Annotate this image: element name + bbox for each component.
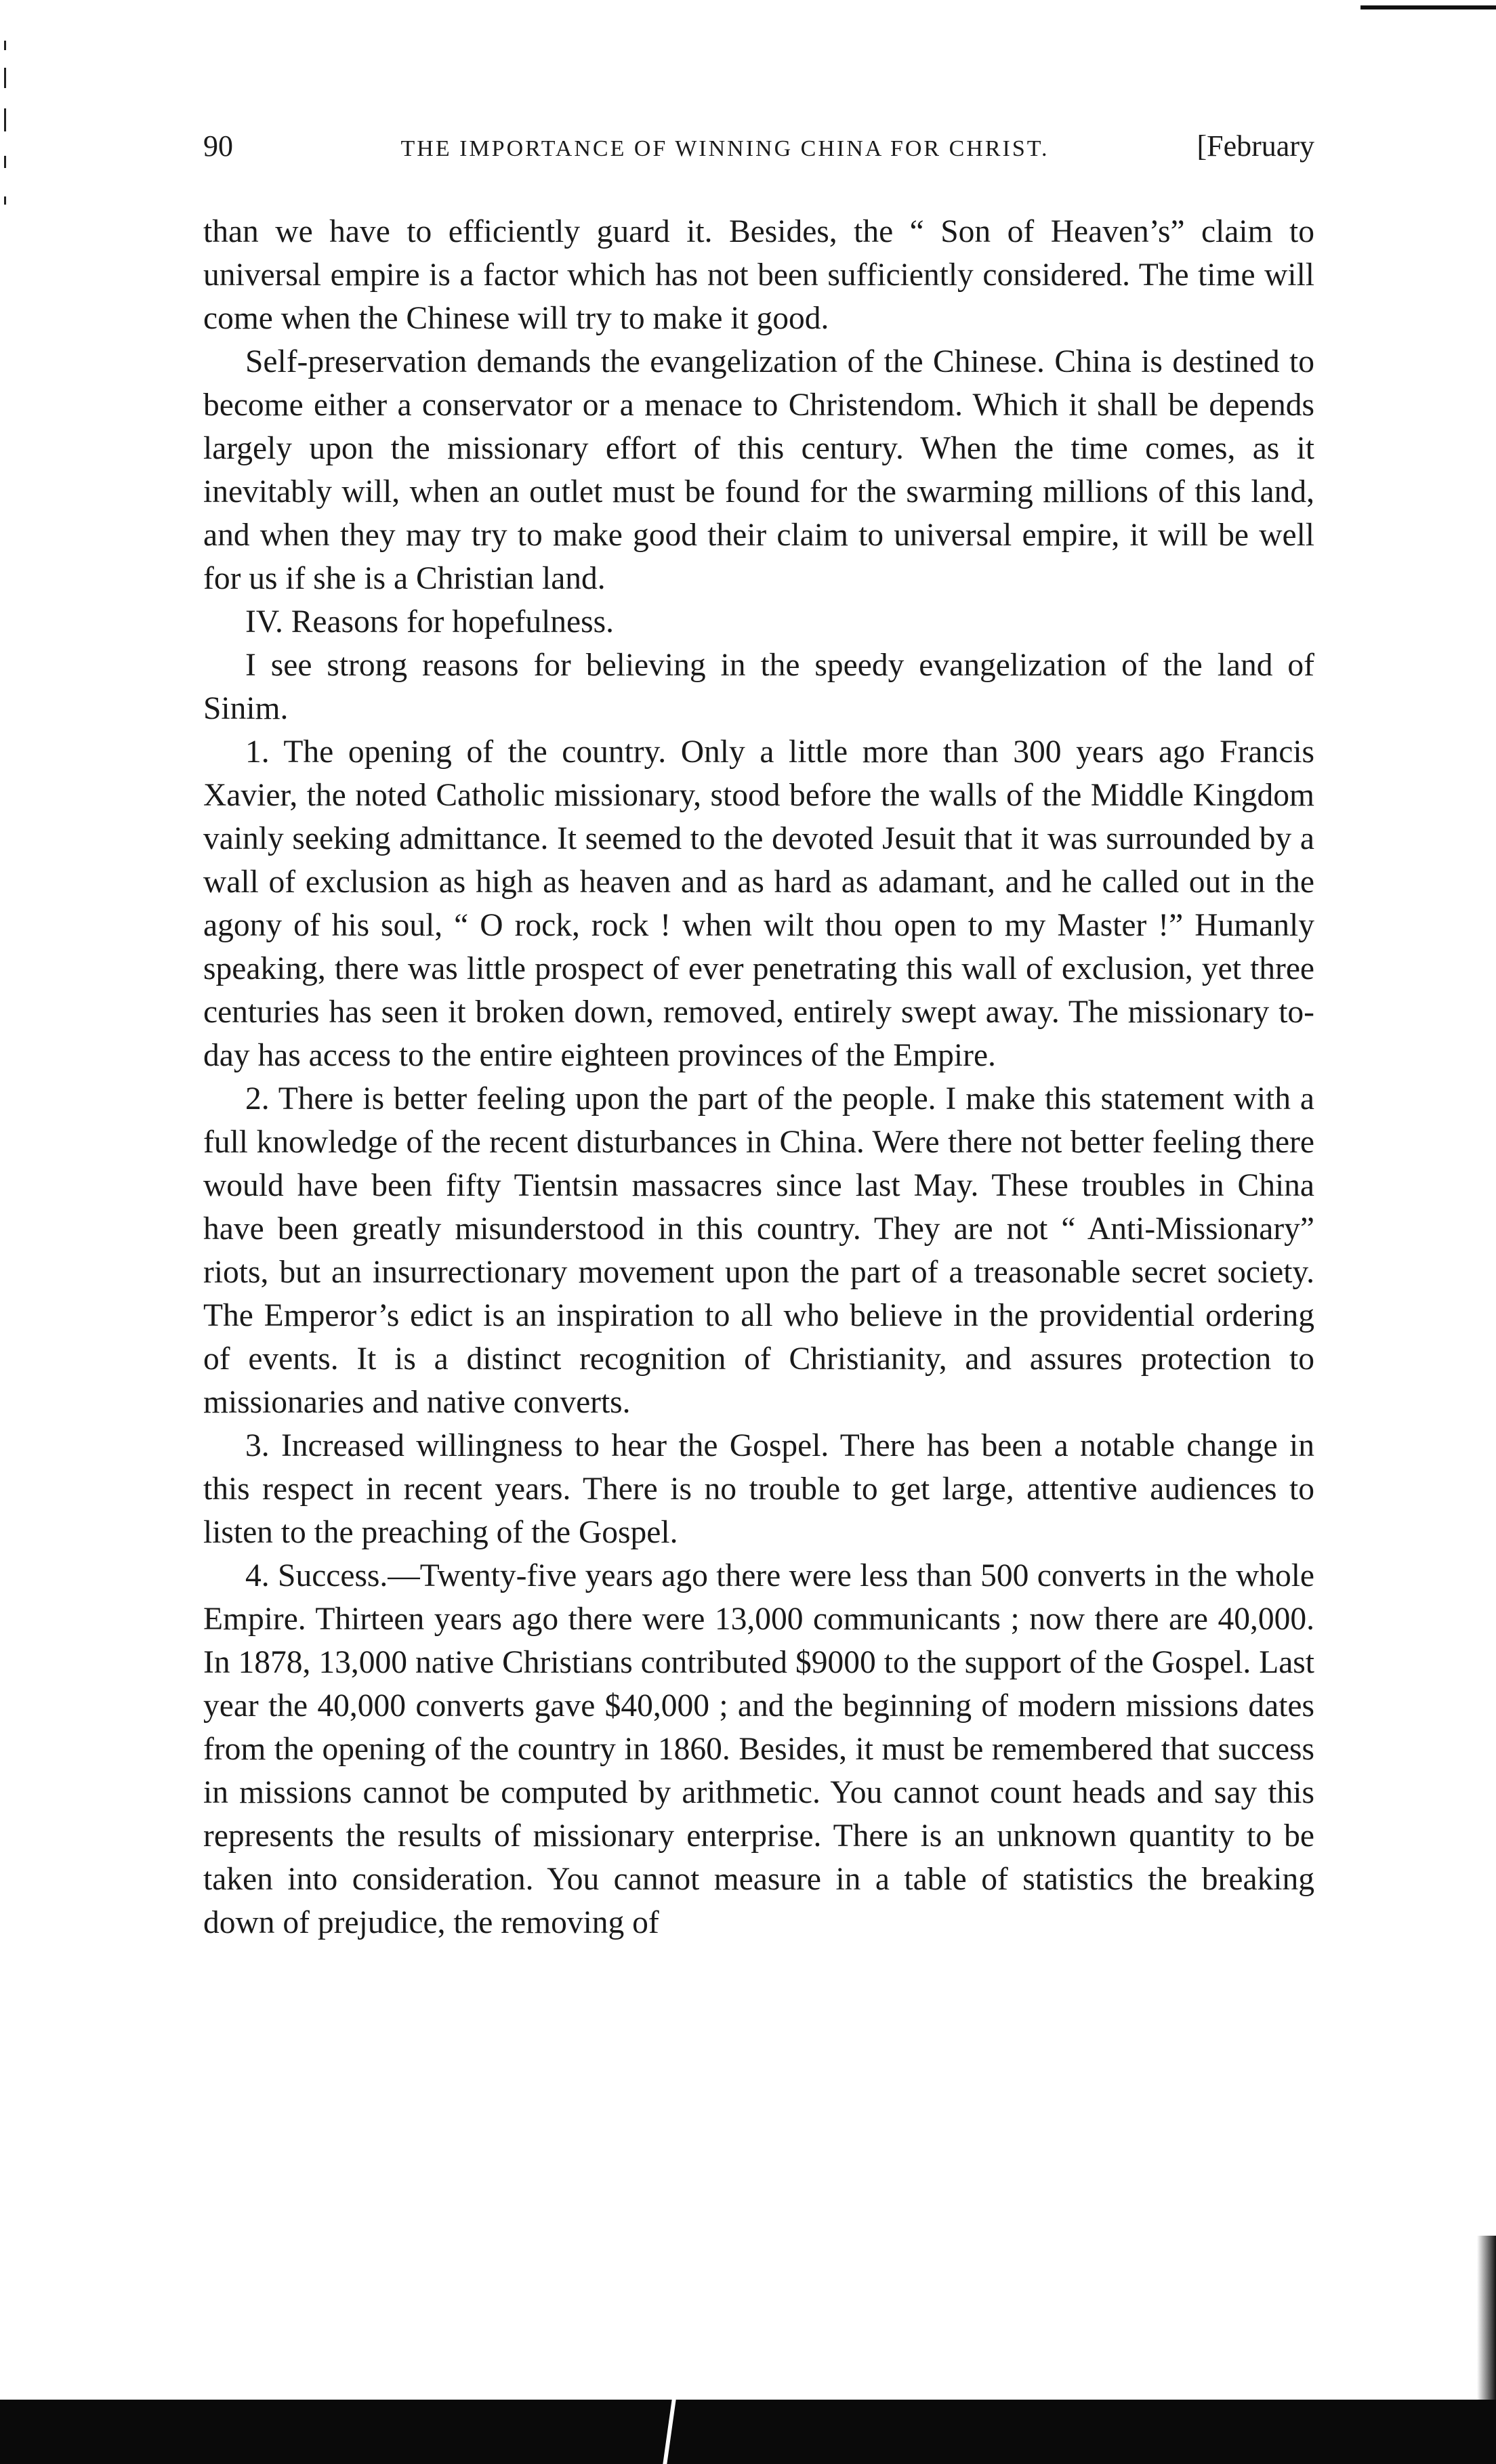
paragraph: 1. The opening of the country. Only a little more than 300 years ago Francis Xavier, the noted Catholic missionary, stood before the walls of the Middle Kingdom vainly seeking admittance. It seemed to the devoted Jesuit that it was surrounded by a wall of exclusion as high as heaven and as hard as adamant, and he called out in the agony of his soul, “ O rock, rock ! when wilt thou open to my Master !” Humanly speaking, there was little prospect of ever penetrating this wall of exclusion, yet three centuries has seen it broken down, removed, entirely swept away. The missionary to-day has access to the entire eighteen provinces of the Empire. [203,734,1314,1073]
paragraph: 4. Success.—Twenty-five years ago there were less than 500 converts in the whole Empire. Thirteen years ago there were 13,000 communicants ; now there are 40,000. In 1878, 13,000 native Christians contributed $9000 to the support of the Gospel. Last year the 40,000 converts gave $40,000 ; and the beginning of modern missions dates from the opening of the country in 1860. Besides, it must be remembered that success in missions cannot be computed by arithmetic. You cannot count heads and say this represents the results of missionary enterprise. There is an unknown quantity to be taken into consideration. You cannot measure in a table of statistics the breaking down of prejudice, the removing of [203,1558,1314,1940]
section-heading: IV. Reasons for hopefulness. [245,604,614,640]
running-title: THE IMPORTANCE OF WINNING CHINA FOR CHRIST. [400,136,1050,161]
page-number: 90 [203,129,233,163]
paragraph: 2. There is better feeling upon the part of the people. I make this statement with a full knowledge of the recent disturbances in China. Were there not better feeling there would have been fifty Tientsin massacres since last May. These troubles in China have been greatly misunderstood in this country. They are not “ Anti-Missionary” riots, but an insurrectionary movement upon the part of a treasonable secret society. The Emperor’s edict is an inspiration to all who believe in the providential ordering of events. It is a distinct recognition of Christianity, and assures protection to missionaries and native converts. [203,1081,1314,1420]
paragraph: than we have to efficiently guard it. Besides, the “ Son of Heaven’s” claim to universal empire is a factor which has not been sufficiently considered. The time will come when the Chinese will try to make it good. [203,214,1314,336]
running-month: [February [1197,129,1314,163]
book-page [203,129,1314,1944]
paragraph: I see strong reasons for believing in the speedy evangelization of the land of Sinim. [203,648,1314,726]
scan-bar-notch [663,2400,676,2464]
body-text [203,210,1314,1944]
scan-edge-rule [1360,5,1496,9]
scan-margin-specks [4,41,11,217]
running-head [203,129,1314,183]
paragraph: Self-preservation demands the evangelization of the Chinese. China is destined to become either a conservator or a menace to Christendom. Which it shall be depends largely upon the missionary effort of this century. When the time comes, as it inevitably will, when an outlet must be found for the swarming millions of this land, and when they may try to make good their claim to universal empire, it will be well for us if she is a Christian land. [203,344,1314,596]
scan-bottom-bar [0,2400,1496,2464]
scan-edge-shadow [1477,2236,1496,2402]
paragraph: 3. Increased willingness to hear the Gospel. There has been a notable change in this respect in recent years. There is no trouble to get large, attentive audiences to listen to the preaching of the Gospel. [203,1428,1314,1550]
